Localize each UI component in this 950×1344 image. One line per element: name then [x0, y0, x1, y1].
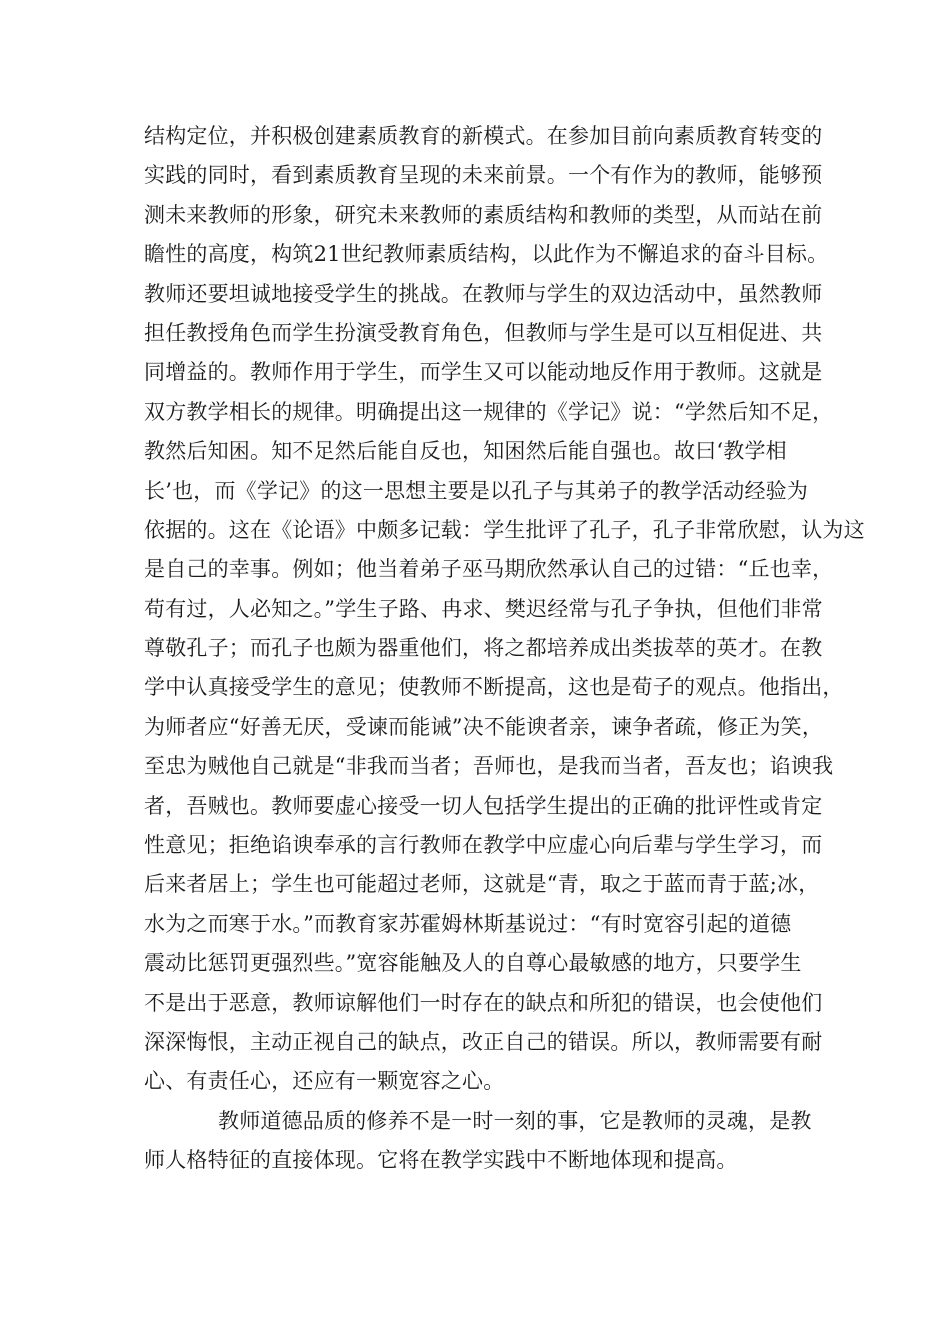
text-line: 依据的。这在《论语》中颇多记载：学生批评了孔子，孔子非常欣慰，认为这	[144, 517, 865, 542]
text-line: 心、有责任心，还应有一颗宽容之心。	[144, 1069, 505, 1094]
body-text	[144, 117, 865, 1181]
text-line: 是自己的幸事。例如；他当着弟子巫马期欣然承认自己的过错：“丘也幸，	[144, 557, 834, 582]
text-line: 为师者应“好善无厌，受谏而能诫”决不能谀者亲，谏争者疏，修正为笑，	[144, 714, 824, 739]
text-line: 苟有过，人必知之。”学生子路、冉求、樊迟经常与孔子争执，但他们非常	[144, 596, 823, 621]
paragraph-start-line: 教师道德品质的修养不是一时一刻的事，它是教师的灵魂，是教	[218, 1108, 812, 1133]
text-line: 长’也，而《学记》的这一思想主要是以孔子与其弟子的教学活动经验为	[144, 478, 809, 503]
text-line: 实践的同时，看到素质教育呈现的未来前景。一个有作为的教师，能够预	[144, 163, 823, 188]
text-line: 性意见；拒绝谄谀奉承的言行教师在教学中应虚心向后辈与学生学习，而	[144, 833, 823, 858]
text-line: 测未来教师的形象，研究未来教师的素质结构和教师的类型，从而站在前	[144, 202, 823, 227]
text-line: 学中认真接受学生的意见；使教师不断提高，这也是荀子的观点。他指出，	[144, 675, 844, 700]
text-line: 者，吾贼也。教师要虚心接受一切人包括学生提出的正确的批评性或肯定	[144, 793, 823, 818]
text-line: 同增益的。教师作用于学生，而学生又可以能动地反作用于教师。这就是	[144, 360, 823, 385]
text-line: 结构定位，并积极创建素质教育的新模式。在参加目前向素质教育转变的	[144, 124, 823, 148]
text-line: 瞻性的高度，构筑21世纪教师素质结构，以此作为不懈追求的奋斗目标。	[144, 242, 829, 267]
text-line: 水为之而寒于水。”而教育家苏霍姆林斯基说过：“有时宽容引起的道德	[144, 911, 792, 936]
text-line: 师人格特征的直接体现。它将在教学实践中不断地体现和提高。	[144, 1148, 738, 1173]
text-line: 深深悔恨，主动正视自己的缺点，改正自己的错误。所以，教师需要有耐	[144, 1029, 823, 1054]
text-line: 双方教学相长的规律。明确提出这一规律的《学记》说：“学然后知不足，	[144, 399, 834, 424]
text-line: 担任教授角色而学生扮演受教育角色，但教师与学生是可以互相促进、共	[144, 320, 823, 345]
text-line: 教然后知困。知不足然后能自反也，知困然后能自强也。故曰‘教学相	[144, 439, 787, 464]
text-line: 至忠为贼他自己就是“非我而当者；吾师也，是我而当者，吾友也；谄谀我	[144, 754, 834, 779]
text-line: 教师还要坦诚地接受学生的挑战。在教师与学生的双边活动中，虽然教师	[144, 281, 823, 306]
text-line: 后来者居上；学生也可能超过老师，这就是“青，取之于蓝而青于蓝;冰，	[144, 872, 820, 897]
text-line: 不是出于恶意，教师谅解他们一时存在的缺点和所犯的错误，也会使他们	[144, 990, 823, 1015]
text-line: 震动比惩罚更强烈些。”宽容能触及人的自尊心最敏感的地方，只要学生	[144, 951, 802, 976]
text-line: 尊敬孔子；而孔子也颇为器重他们，将之都培养成出类拔萃的英才。在教	[144, 636, 823, 661]
